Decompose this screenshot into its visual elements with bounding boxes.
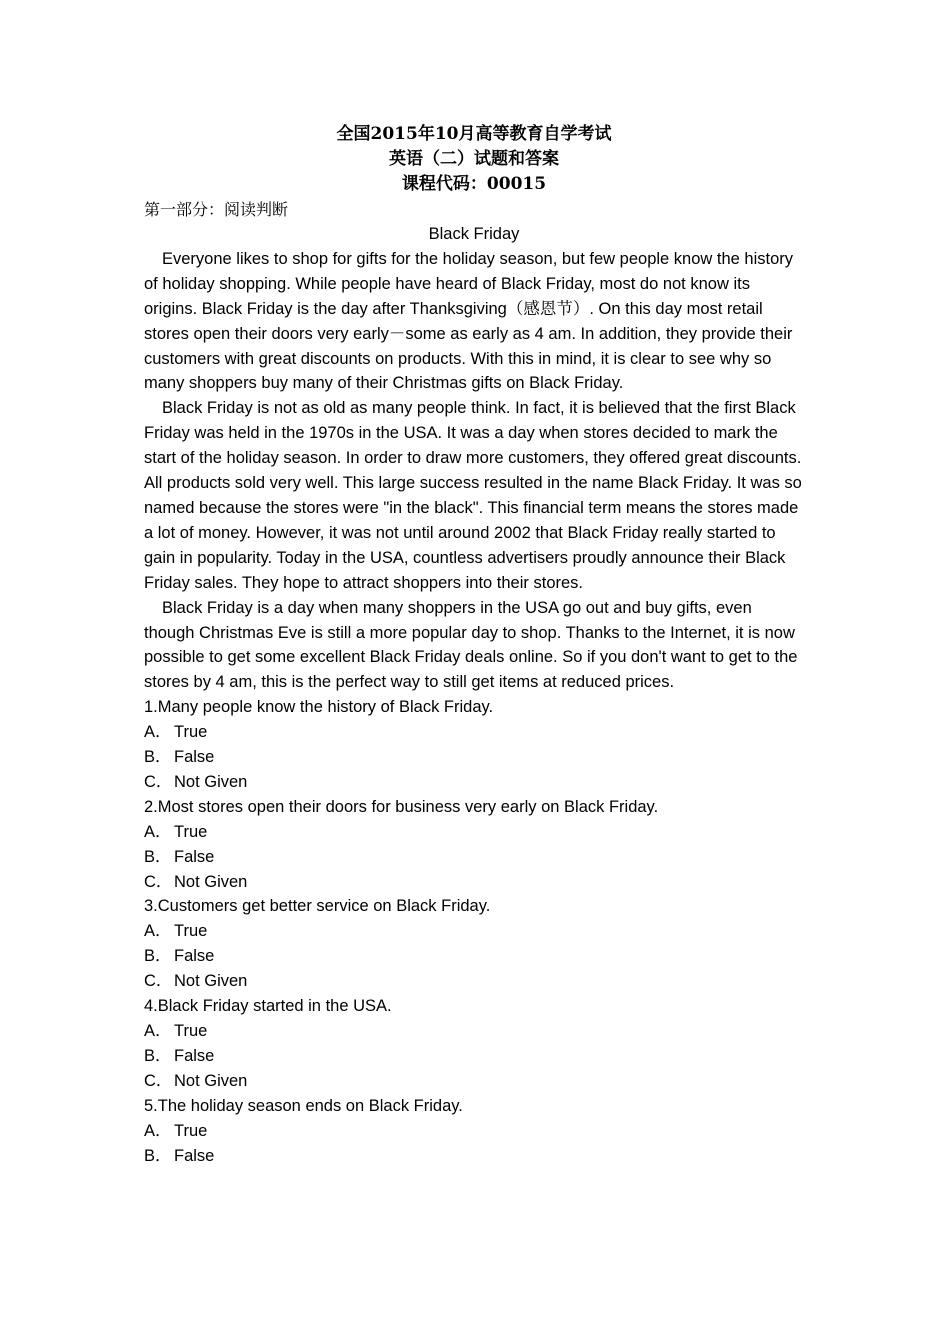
option-text: False [174,1146,215,1165]
option-letter: A． [144,822,172,841]
option-text: False [174,748,215,767]
section-label: 第一部分：阅读判断 [144,200,289,219]
exam-title: 全国2015年10月高等教育自学考试 [336,124,612,144]
option-text: Not Given [174,872,248,891]
answer-option [144,944,804,969]
passage-title: Black Friday [428,225,520,243]
question-text: 4.Black Friday started in the USA. [144,997,392,1016]
answer-option [144,870,804,895]
course-code: 课程代码：00015 [401,174,547,194]
question-text: 1.Many people know the history of Black Friday. [144,698,494,717]
answer-option [144,745,804,770]
option-letter: C． [144,1071,173,1090]
passage-paragraph: Black Friday is not as old as many people think. In fact, it is believed that the first Black Friday was held in the 1970s in the USA. It was a day when stores decided to mark the start of the holiday season. In order to draw more customers, they offered great discounts. All products sold very well. This large success resulted in the name Black Friday. It was so named because the stores were "in the black". This financial term means the stores made a lot of money. However, it was not until around 2002 that Black Friday really started to gain in popularity. Today in the USA, countless advertisers proudly announce their Black Friday sales. They hope to attract shoppers into their stores. [144,399,802,592]
answer-option [144,770,804,795]
option-text: Not Given [174,1071,248,1090]
option-text: True [174,1121,208,1140]
option-letter: C． [144,972,173,991]
option-letter: B． [144,1046,172,1065]
answer-option [144,969,804,994]
answer-option [144,919,804,944]
option-letter: B． [144,1146,172,1165]
option-text: Not Given [174,972,248,991]
answer-option [144,1044,804,1069]
answer-option [144,1119,804,1144]
question-text: 3.Customers get better service on Black Friday. [144,897,491,916]
option-letter: B． [144,947,172,966]
answer-option [144,1144,804,1169]
option-letter: A． [144,723,172,742]
option-letter: B． [144,748,172,767]
option-letter: B． [144,847,172,866]
option-text: True [174,1022,208,1040]
answer-option [144,845,804,870]
answer-option [144,1019,804,1044]
option-letter: A． [144,1121,172,1140]
option-letter: C． [144,772,173,791]
option-text: False [174,947,215,966]
question-text: 2.Most stores open their doors for business very early on Black Friday. [144,797,659,816]
exam-subject: 英语（二）试题和答案 [389,149,559,169]
passage-paragraph: Black Friday is a day when many shoppers in the USA go out and buy gifts, even though Christmas Eve is still a more popular day to shop. Thanks to the Internet, it is now possible to get some excellent Black Friday deals online. So if you don't want to get to the stores by 4 am, this is the perfect way to still get items at reduced prices. [144,598,798,692]
option-text: True [174,723,208,742]
option-letter: A． [144,922,172,941]
answer-option [144,820,804,845]
option-text: True [174,922,208,941]
option-letter: C． [144,872,173,891]
question-text: 5.The holiday season ends on Black Friday. [144,1096,463,1115]
option-letter: A． [144,1022,172,1040]
option-text: False [174,847,215,866]
answer-option [144,720,804,745]
document-content [144,122,804,1168]
option-text: Not Given [174,772,248,791]
option-text: True [174,822,208,841]
answer-option [144,1069,804,1094]
option-text: False [174,1046,215,1065]
passage-paragraph: Everyone likes to shop for gifts for the holiday season, but few people know the history of holiday shopping. While people have heard of Black Friday, most do not know its origins. Black Friday is the day after Thanksgiving（感恩节）. On this day most retail stores open their doors very early－some as early as 4 am. In addition, they provide their customers with great discounts on products. With this in mind, it is clear to see why so many shoppers buy many of their Christmas gifts on Black Friday. [144,249,794,393]
